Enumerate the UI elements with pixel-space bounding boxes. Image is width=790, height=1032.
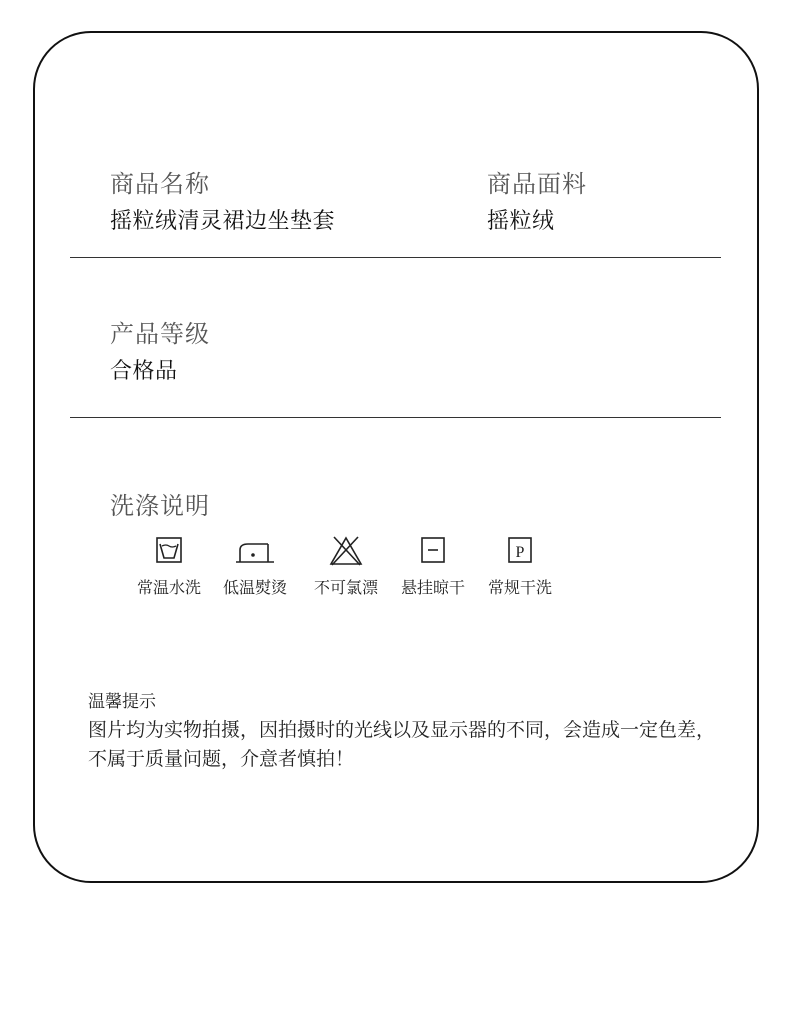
hang-dry-icon [413, 534, 453, 568]
tips-body: 图片均为实物拍摄，因拍摄时的光线以及显示器的不同，会造成一定色差，不属于质量问题，介意者慎拍！ [88, 719, 716, 770]
fabric-value: 摇粒绒 [487, 209, 555, 234]
divider-2 [70, 417, 721, 418]
dry-clean-symbol: P [515, 544, 525, 561]
grade-label: 产品等级 [110, 320, 210, 348]
care-item-dryclean [474, 534, 566, 598]
no-bleach-icon [326, 534, 366, 568]
grade-value: 合格品 [110, 359, 178, 384]
care-label-iron: 低温熨烫 [222, 578, 287, 597]
washing-title: 洗涤说明 [110, 492, 210, 520]
tips-title: 温馨提示 [88, 692, 156, 712]
wash-tub-icon [149, 534, 189, 568]
care-item-wash [123, 534, 215, 598]
product-name-value: 摇粒绒清灵裙边坐垫套 [110, 209, 336, 234]
divider-1 [70, 257, 721, 258]
care-item-hang [387, 534, 479, 598]
product-name-label: 商品名称 [110, 170, 210, 198]
care-symbols-row [130, 534, 580, 604]
dry-clean-p-icon [500, 534, 540, 568]
fabric-label: 商品面料 [487, 170, 587, 198]
care-label-dryclean: 常规干洗 [487, 578, 552, 597]
care-label-bleach: 不可氯漂 [313, 578, 378, 597]
care-label-wash: 常温水洗 [136, 578, 201, 597]
care-item-iron [209, 534, 301, 598]
iron-icon [232, 534, 278, 568]
care-label-hang: 悬挂晾干 [400, 578, 465, 597]
care-item-bleach [300, 534, 392, 598]
